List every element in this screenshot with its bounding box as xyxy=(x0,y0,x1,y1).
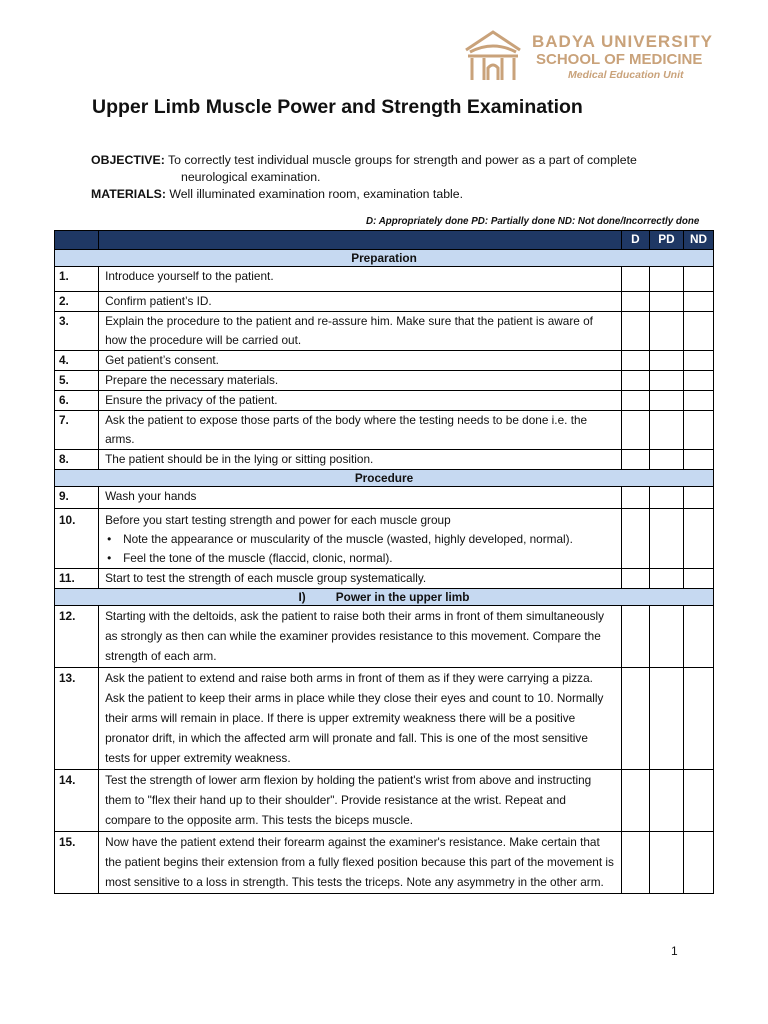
table-row xyxy=(55,312,714,351)
step-text: Explain the procedure to the patient and re-assure him. Make sure that the patient is aware of how the procedure will be carried out. xyxy=(99,312,622,351)
checkbox-pd[interactable] xyxy=(649,770,683,832)
step-number: 11. xyxy=(55,569,99,589)
table-row xyxy=(55,509,714,569)
checkbox-pd[interactable] xyxy=(649,351,683,371)
checkbox-d[interactable] xyxy=(621,668,649,770)
step-number: 14. xyxy=(55,770,99,832)
step-text: Starting with the deltoids, ask the patient to raise both their arms in front of them simultaneously as strongly as then can while the examiner provides resistance to this movement. Compare the strength of each arm. xyxy=(99,606,622,668)
step-number: 13. xyxy=(55,668,99,770)
step-number: 10. xyxy=(55,509,99,569)
checkbox-pd[interactable] xyxy=(649,487,683,509)
checkbox-nd[interactable] xyxy=(683,371,713,391)
checkbox-nd[interactable] xyxy=(683,267,713,292)
step-number: 6. xyxy=(55,391,99,411)
objective-continuation: neurological examination. xyxy=(181,170,321,184)
logo-university-name: BADYA UNIVERSITY xyxy=(532,32,713,51)
checkbox-nd[interactable] xyxy=(683,668,713,770)
list-item: • Note the appearance or muscularity of the muscle (wasted, highly developed, normal). xyxy=(105,530,615,549)
checkbox-d[interactable] xyxy=(621,770,649,832)
step-text: Start to test the strength of each muscle group systematically. xyxy=(99,569,622,589)
step-text: Ask the patient to expose those parts of the body where the testing needs to be done i.e. the arms. xyxy=(99,411,622,450)
step-text: Wash your hands xyxy=(99,487,622,509)
checkbox-d[interactable] xyxy=(621,606,649,668)
checkbox-nd[interactable] xyxy=(683,292,713,312)
university-logo xyxy=(462,28,732,88)
materials-label: MATERIALS: xyxy=(91,187,166,201)
checkbox-nd[interactable] xyxy=(683,351,713,371)
page-title: Upper Limb Muscle Power and Strength Examination xyxy=(92,96,583,118)
section-title: Procedure xyxy=(55,470,714,487)
step-cell xyxy=(99,509,622,569)
step-text: Confirm patient’s ID. xyxy=(99,292,622,312)
step-text: Test the strength of lower arm flexion by holding the patient's wrist from above and instructing them to "flex their hand up to their shoulder". Provide resistance at the wrist. Repeat and compare to the opposite arm. This tests the biceps muscle. xyxy=(99,770,622,832)
header-blank-num xyxy=(55,231,99,250)
header-pd: PD xyxy=(649,231,683,250)
checkbox-nd[interactable] xyxy=(683,411,713,450)
table-row xyxy=(55,292,714,312)
header-blank-step xyxy=(99,231,622,250)
step-text: Before you start testing strength and power for each muscle group xyxy=(105,513,451,527)
logo-unit-name: Medical Education Unit xyxy=(568,69,684,81)
header-nd: ND xyxy=(683,231,713,250)
step-number: 12. xyxy=(55,606,99,668)
table-row xyxy=(55,487,714,509)
checkbox-d[interactable] xyxy=(621,292,649,312)
section-row-power xyxy=(55,589,714,606)
step-number: 8. xyxy=(55,450,99,470)
step-number: 15. xyxy=(55,832,99,894)
book-tower-logo-icon xyxy=(462,28,524,84)
step-text: Ensure the privacy of the patient. xyxy=(99,391,622,411)
objective-block xyxy=(91,152,731,203)
materials-text: Well illuminated examination room, examination table. xyxy=(165,187,464,201)
step-number: 5. xyxy=(55,371,99,391)
step-bullet-list xyxy=(105,530,615,568)
checkbox-nd[interactable] xyxy=(683,770,713,832)
checkbox-d[interactable] xyxy=(621,312,649,351)
checkbox-nd[interactable] xyxy=(683,391,713,411)
step-number: 2. xyxy=(55,292,99,312)
checkbox-d[interactable] xyxy=(621,450,649,470)
objective-label: OBJECTIVE: xyxy=(91,153,165,167)
step-text: Ask the patient to extend and raise both arms in front of them as if they were carrying a pizza. Ask the patient to keep their arms in place while they close their eyes and count to 10. Normally their arms will remain in place. If there is upper extremity weakness there will be a positive pronator drift, in which the affected arm will pronate and fall. This is one of the most sensitive tests for upper extremity weakness. xyxy=(99,668,622,770)
step-number: 9. xyxy=(55,487,99,509)
table-row xyxy=(55,569,714,589)
checkbox-d[interactable] xyxy=(621,411,649,450)
checkbox-pd[interactable] xyxy=(649,292,683,312)
step-number: 4. xyxy=(55,351,99,371)
section-row-preparation xyxy=(55,250,714,267)
table-row xyxy=(55,606,714,668)
section-title: Preparation xyxy=(55,250,714,267)
checkbox-pd[interactable] xyxy=(649,668,683,770)
table-header-row xyxy=(55,231,714,250)
checkbox-d[interactable] xyxy=(621,267,649,292)
header-d: D xyxy=(621,231,649,250)
list-item: • Feel the tone of the muscle (flaccid, clonic, normal). xyxy=(105,549,615,568)
checkbox-nd[interactable] xyxy=(683,450,713,470)
section-number: I) xyxy=(298,590,306,604)
step-text: The patient should be in the lying or sitting position. xyxy=(99,450,622,470)
table-row xyxy=(55,450,714,470)
checkbox-pd[interactable] xyxy=(649,509,683,569)
step-text: Get patient’s consent. xyxy=(99,351,622,371)
section-title-text: Power in the upper limb xyxy=(335,590,470,604)
logo-school-name: SCHOOL OF MEDICINE xyxy=(536,51,703,68)
checkbox-d[interactable] xyxy=(621,391,649,411)
checkbox-d[interactable] xyxy=(621,832,649,894)
checkbox-nd[interactable] xyxy=(683,487,713,509)
checkbox-nd[interactable] xyxy=(683,312,713,351)
step-text: Now have the patient extend their forearm against the examiner's resistance. Make certain that the patient begins their extension from a fully flexed position because this part of the movement is most sensitive to a loss in strength. This tests the triceps. Note any asymmetry in the other arm. xyxy=(99,832,622,894)
checkbox-pd[interactable] xyxy=(649,411,683,450)
checkbox-d[interactable] xyxy=(621,351,649,371)
checkbox-d[interactable] xyxy=(621,487,649,509)
section-row-procedure xyxy=(55,470,714,487)
table-row xyxy=(55,770,714,832)
table-row xyxy=(55,371,714,391)
checkbox-d[interactable] xyxy=(621,569,649,589)
scoring-legend: D: Appropriately done PD: Partially done ND: Not done/Incorrectly done xyxy=(366,216,700,227)
checkbox-nd[interactable] xyxy=(683,569,713,589)
step-number: 1. xyxy=(55,267,99,292)
checkbox-nd[interactable] xyxy=(683,509,713,569)
step-number: 7. xyxy=(55,411,99,450)
checkbox-pd[interactable] xyxy=(649,391,683,411)
checkbox-pd[interactable] xyxy=(649,312,683,351)
table-row xyxy=(55,351,714,371)
checkbox-d[interactable] xyxy=(621,509,649,569)
table-row xyxy=(55,267,714,292)
page-number: 1 xyxy=(671,944,678,958)
table-row xyxy=(55,668,714,770)
table-row xyxy=(55,832,714,894)
checkbox-pd[interactable] xyxy=(649,371,683,391)
table-row xyxy=(55,411,714,450)
section-title xyxy=(55,589,714,606)
checkbox-nd[interactable] xyxy=(683,606,713,668)
checklist-table xyxy=(54,230,714,894)
checkbox-pd[interactable] xyxy=(649,832,683,894)
checkbox-d[interactable] xyxy=(621,371,649,391)
step-text: Introduce yourself to the patient. xyxy=(99,267,622,292)
step-text: Prepare the necessary materials. xyxy=(99,371,622,391)
checkbox-pd[interactable] xyxy=(649,606,683,668)
checkbox-pd[interactable] xyxy=(649,450,683,470)
step-number: 3. xyxy=(55,312,99,351)
checkbox-nd[interactable] xyxy=(683,832,713,894)
objective-text: To correctly test individual muscle groups for strength and power as a part of complete xyxy=(164,153,637,167)
checkbox-pd[interactable] xyxy=(649,267,683,292)
checkbox-pd[interactable] xyxy=(649,569,683,589)
table-row xyxy=(55,391,714,411)
